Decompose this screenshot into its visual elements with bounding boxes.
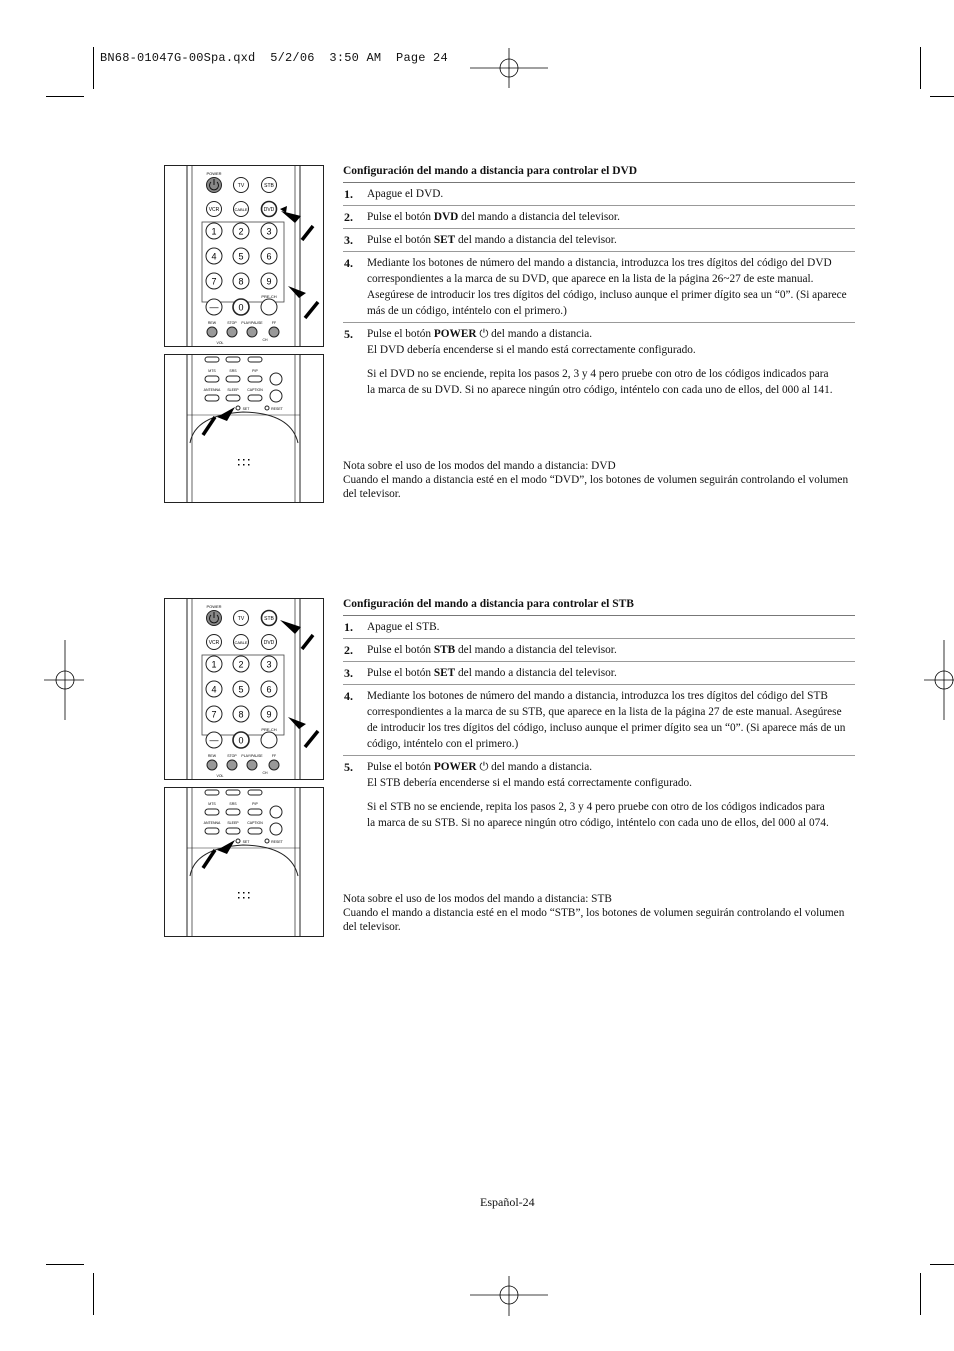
digit-3-label: 3 — [266, 226, 272, 237]
digit-4-label: 4 — [211, 251, 217, 262]
registration-mark — [44, 640, 84, 720]
sleep-label: SLEEP — [227, 821, 239, 825]
remote-illustration-top — [164, 165, 324, 347]
step-number: 2. — [344, 210, 353, 224]
registration-mark — [924, 640, 954, 720]
step-number: 3. — [344, 233, 353, 247]
step-keyword: DVD — [433, 211, 459, 223]
digit-6-label: 6 — [266, 684, 272, 695]
step-text: del mando a distancia. — [488, 761, 593, 773]
step-item — [343, 616, 855, 639]
srs-label: SRS — [229, 802, 237, 806]
stb-setup-section — [343, 596, 855, 834]
step-text: Pulse el botón — [367, 234, 434, 246]
step-extra-text: Si el DVD no se enciende, repita los pasos 2, 3 y 4 pero pruebe con otro de los códigos indicados para la marca de su DVD. Si no aparece ningún otro código, inténtelo con cada uno de ellos, del 000 al 141. — [367, 368, 833, 396]
dvd-button-label: DVD — [263, 640, 275, 646]
note-text: Cuando el mando a distancia esté en el modo “DVD”, los botones de volumen seguirán controlando el volumen del televisor. — [343, 474, 849, 500]
rew-label: REW — [207, 754, 217, 758]
digit-6-label: 6 — [266, 251, 272, 262]
step-text: Pulse el botón — [367, 211, 434, 223]
digit-9-label: 9 — [266, 276, 272, 287]
step-text: Pulse el botón — [367, 644, 434, 656]
digit-5-label: 5 — [238, 251, 244, 262]
step-item — [343, 252, 855, 323]
step-number: 5. — [344, 327, 353, 341]
prech-label: PRE-CH — [261, 727, 277, 732]
step-text: del mando a distancia del televisor. — [455, 667, 617, 679]
cable-button-label: CABLE — [234, 207, 248, 212]
section-title: Configuración del mando a distancia para controlar el DVD — [343, 163, 855, 183]
step-keyword: STB — [433, 644, 456, 656]
srs-label: SRS — [229, 369, 237, 373]
step-item — [343, 323, 855, 401]
ch-label: CH — [262, 338, 268, 342]
digit-3-label: 3 — [266, 659, 272, 670]
vol-label: VOL — [216, 341, 224, 345]
power-label: POWER — [206, 604, 222, 609]
crop-mark — [46, 96, 84, 97]
digit-7-label: 7 — [211, 276, 217, 287]
remote-keypad-illustration — [165, 599, 323, 779]
cable-button-label: CABLE — [234, 640, 248, 645]
digit-0-label: 0 — [238, 735, 244, 746]
step-number: 3. — [344, 666, 353, 680]
step-number: 4. — [344, 256, 353, 270]
remote-lower-panel-illustration — [165, 788, 323, 936]
stb-note — [343, 892, 858, 934]
digit-2-label: 2 — [238, 659, 244, 670]
set-label: SET — [242, 840, 250, 844]
sleep-label: SLEEP — [227, 388, 239, 392]
crop-mark — [920, 47, 921, 89]
playpause-label: PLAY/PAUSE — [241, 321, 263, 325]
caption-label: CAPTION — [247, 821, 263, 825]
step-item — [343, 206, 855, 229]
page-number: Español-24 — [480, 1195, 535, 1209]
mts-label: MTS — [208, 802, 216, 806]
ch-label: CH — [262, 771, 268, 775]
pointer-arrow — [302, 226, 313, 240]
remote-illustration-bottom — [164, 354, 324, 503]
antenna-label: ANTENNA — [203, 821, 221, 825]
digit-8-label: 8 — [238, 709, 244, 720]
digit-0-label: 0 — [238, 302, 244, 313]
stop-label: STOP — [227, 321, 237, 325]
step-number: 1. — [344, 620, 353, 634]
step-text: del mando a distancia. — [488, 328, 593, 340]
playpause-label: PLAY/PAUSE — [241, 754, 263, 758]
caption-label: CAPTION — [247, 388, 263, 392]
crop-mark — [930, 96, 954, 97]
dvd-note — [343, 459, 858, 501]
step-item — [343, 183, 855, 206]
crop-mark — [93, 1273, 94, 1315]
step-text: del mando a distancia del televisor. — [455, 234, 617, 246]
dvd-setup-section — [343, 163, 855, 401]
dash-label: — — [209, 302, 219, 312]
remote-lower-panel-illustration — [165, 355, 323, 502]
step-text: El DVD debería encenderse si el mando está correctamente configurado. — [367, 344, 696, 356]
remote-illustration-bottom — [164, 787, 324, 937]
step-number: 4. — [344, 689, 353, 703]
note-text: Cuando el mando a distancia esté en el modo “STB”, los botones de volumen seguirán controlando el volumen del televisor. — [343, 907, 845, 933]
step-text: Mediante los botones de número del mando a distancia, introduzca los tres dígitos del código del STB correspondientes a la marca de su STB, que aparece en la lista de la página 27 de este manual. Asegúrese de introducir los tres dígitos del código, incluso aunque el primer dígito sea un “0”. (Si aparece más de un código, inténtelo con el primero.) — [367, 690, 846, 750]
remote-illustration-top — [164, 598, 324, 780]
step-text: Pulse el botón — [367, 328, 434, 340]
step-item — [343, 685, 855, 756]
crop-mark — [46, 1264, 84, 1265]
step-number: 2. — [344, 643, 353, 657]
stop-label: STOP — [227, 754, 237, 758]
registration-mark — [470, 48, 550, 88]
step-item — [343, 662, 855, 685]
tv-button-label: TV — [237, 183, 245, 189]
vcr-button-label: VCR — [208, 640, 220, 646]
reset-label: RESET — [271, 407, 283, 411]
crop-mark — [920, 1273, 921, 1315]
step-item — [343, 756, 855, 834]
step-keyword: POWER — [433, 328, 477, 340]
stb-button-label: STB — [264, 183, 274, 189]
step-number: 5. — [344, 760, 353, 774]
tv-button-label: TV — [237, 616, 245, 622]
note-title: Nota sobre el uso de los modos del mando a distancia: STB — [343, 893, 612, 905]
print-file-info: BN68-01047G-00Spa.qxd 5/2/06 3:50 AM Page 24 — [100, 51, 448, 65]
vcr-button-label: VCR — [208, 207, 220, 213]
step-number: 1. — [344, 187, 353, 201]
digit-2-label: 2 — [238, 226, 244, 237]
note-title: Nota sobre el uso de los modos del mando a distancia: DVD — [343, 460, 616, 472]
digit-8-label: 8 — [238, 276, 244, 287]
step-keyword: SET — [433, 234, 456, 246]
reset-label: RESET — [271, 840, 283, 844]
pointer-arrow — [280, 620, 301, 634]
crop-mark — [930, 1264, 954, 1265]
step-keyword: POWER — [433, 761, 477, 773]
step-keyword: SET — [433, 667, 456, 679]
step-text: Mediante los botones de número del mando a distancia, introduzca los tres dígitos del código del DVD correspondientes a la marca de su DVD, que aparece en la lista de la página 26~27 de este manual. Asegúrese de introducir los tres dígitos del código, incluso aunque el primer dígito sea un “0”. (Si aparece más de un código, inténtelo con el primero.) — [367, 257, 847, 317]
vol-label: VOL — [216, 774, 224, 778]
step-text: del mando a distancia del televisor. — [458, 211, 620, 223]
step-text: del mando a distancia del televisor. — [455, 644, 617, 656]
dvd-button-label: DVD — [263, 207, 275, 213]
pip-label: PIP — [252, 802, 258, 806]
set-label: SET — [242, 407, 250, 411]
crop-mark — [93, 47, 94, 89]
pip-label: PIP — [252, 369, 258, 373]
ff-label: FF — [271, 321, 277, 325]
step-text: El STB debería encenderse si el mando está correctamente configurado. — [367, 777, 692, 789]
step-item — [343, 639, 855, 662]
step-text: Pulse el botón — [367, 761, 434, 773]
step-item — [343, 229, 855, 252]
stb-button-label: STB — [264, 616, 274, 622]
power-icon: ⏻ — [479, 761, 489, 773]
step-extra-text: Si el STB no se enciende, repita los pasos 2, 3 y 4 pero pruebe con otro de los códigos indicados para la marca de su STB. Si no aparece ningún otro código, inténtelo con cada uno de ellos, del 000 al 074. — [367, 801, 829, 829]
dash-label: — — [209, 735, 219, 745]
digit-9-label: 9 — [266, 709, 272, 720]
ff-label: FF — [271, 754, 277, 758]
digit-5-label: 5 — [238, 684, 244, 695]
digit-1-label: 1 — [211, 226, 217, 237]
pointer-arrow — [288, 717, 306, 729]
digit-1-label: 1 — [211, 659, 217, 670]
step-text: Apague el STB. — [367, 621, 440, 633]
registration-mark — [470, 1276, 550, 1316]
mts-label: MTS — [208, 369, 216, 373]
remote-keypad-illustration — [165, 166, 323, 346]
power-icon: ⏻ — [479, 328, 489, 340]
rew-label: REW — [207, 321, 217, 325]
section-title: Configuración del mando a distancia para controlar el STB — [343, 596, 855, 616]
digit-7-label: 7 — [211, 709, 217, 720]
step-text: Pulse el botón — [367, 667, 434, 679]
pointer-arrow — [288, 286, 306, 298]
antenna-label: ANTENNA — [203, 388, 221, 392]
power-label: POWER — [206, 171, 222, 176]
step-text: Apague el DVD. — [367, 188, 444, 200]
digit-4-label: 4 — [211, 684, 217, 695]
prech-label: PRE-CH — [261, 294, 277, 299]
